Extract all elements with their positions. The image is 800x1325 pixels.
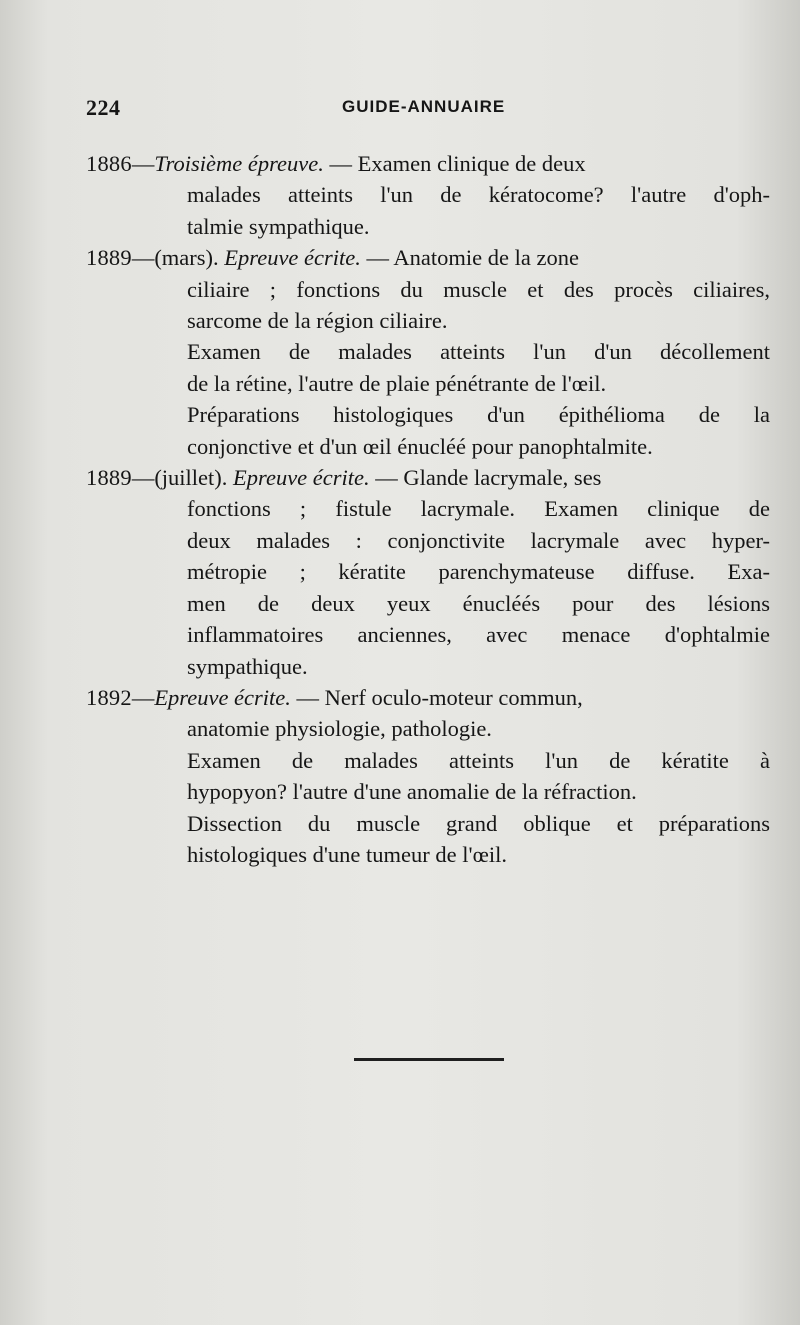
- entry-line: Examen de malades atteints l'un de kératite à: [187, 747, 770, 773]
- entry-dash: —: [131, 245, 155, 271]
- entry-dash: —: [131, 465, 155, 491]
- exam-list: [86, 148, 770, 870]
- entry-year: 1892: [86, 684, 132, 710]
- entry-line: Dissection du muscle grand oblique et préparations: [187, 810, 770, 836]
- entry-line: anatomie physiologie, pathologie.: [187, 716, 492, 742]
- section-divider: [354, 1058, 504, 1061]
- entry-line: de la rétine, l'autre de plaie pénétrante de l'œil.: [187, 370, 607, 396]
- entry-line: histologiques d'une tumeur de l'œil.: [187, 841, 507, 867]
- entry-first-line: [86, 242, 770, 273]
- exam-type: Epreuve écrite.: [224, 245, 361, 271]
- entry-line: talmie sympathique.: [187, 213, 370, 239]
- page-number: 224: [86, 95, 121, 120]
- exam-entry-1889-juillet: [86, 462, 770, 682]
- entry-first-line: [86, 462, 770, 493]
- entry-line: inflammatoires anciennes, avec menace d'ophtalmie: [187, 622, 770, 648]
- entry-line: sarcome de la région ciliaire.: [187, 308, 448, 334]
- entry-year: 1889: [86, 465, 132, 491]
- entry-line: hypopyon? l'autre d'une anomalie de la réfraction.: [187, 779, 637, 805]
- entry-dash: —: [131, 684, 155, 710]
- entry-first-line: [86, 148, 770, 179]
- entry-line: métropie ; kératite parenchymateuse diffuse. Exa-: [187, 559, 770, 585]
- entry-month: (juillet).: [154, 465, 234, 491]
- exam-type: Troisième épreuve.: [154, 151, 324, 176]
- entry-line: sympathique.: [187, 653, 308, 679]
- entry-text: — Glande lacrymale, ses: [369, 465, 602, 491]
- entry-year: 1889: [86, 245, 132, 271]
- entry-line: ciliaire ; fonctions du muscle et des procès ciliaires,: [187, 276, 770, 302]
- page-header: [86, 95, 760, 125]
- entry-line: men de deux yeux énucléés pour des lésions: [187, 590, 770, 616]
- entry-year: 1886: [86, 151, 132, 176]
- entry-line: fonctions ; fistule lacrymale. Examen clinique de: [187, 496, 770, 522]
- exam-entry-1889-mars: [86, 242, 770, 462]
- entry-line: conjonctive et d'un œil énucléé pour panophtalmite.: [187, 433, 653, 459]
- entry-first-line: [86, 682, 770, 713]
- entry-text: — Anatomie de la zone: [360, 245, 579, 271]
- entry-line: Préparations histologiques d'un épithélioma de la: [187, 402, 770, 428]
- entry-month: (mars).: [154, 245, 225, 271]
- running-title: GUIDE-ANNUAIRE: [342, 97, 506, 116]
- entry-line: deux malades : conjonctivite lacrymale avec hyper-: [187, 527, 770, 553]
- exam-type: Epreuve écrite.: [233, 465, 370, 491]
- entry-text: — Nerf oculo-moteur commun,: [290, 684, 583, 710]
- entry-dash: —: [131, 151, 155, 176]
- exam-entry-1892: [86, 682, 770, 870]
- exam-entry-1886: [86, 148, 770, 242]
- exam-type: Epreuve écrite.: [154, 684, 291, 710]
- entry-line: malades atteints l'un de kératocome? l'autre d'oph-: [187, 182, 770, 208]
- entry-line: Examen de malades atteints l'un d'un décollement: [187, 339, 770, 365]
- entry-text: — Examen clinique de deux: [323, 151, 586, 176]
